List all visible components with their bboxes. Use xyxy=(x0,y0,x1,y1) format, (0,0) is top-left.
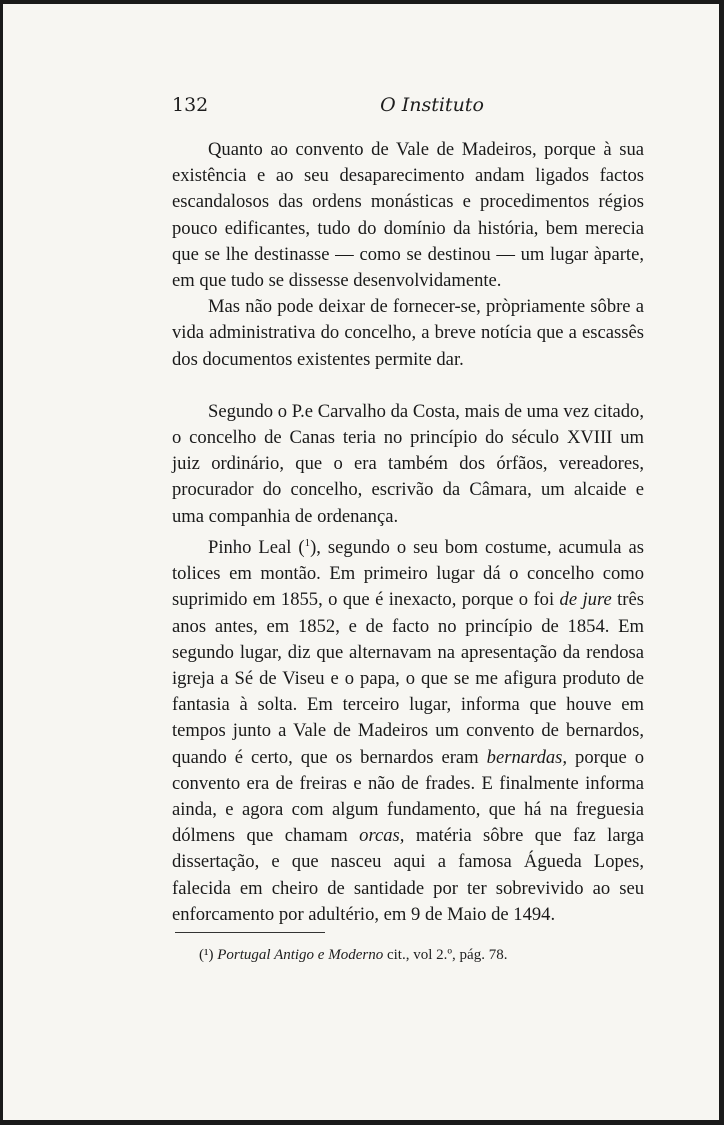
book-page xyxy=(3,4,719,1120)
text-run: três anos antes, em 1852, e de facto no princípio de 1854. Em segundo lugar, diz que alternavam na apresentação da rendosa igreja a Sé de Viseu e o papa, o que se me afigura produto de fantasia à solta. Em terceiro lugar, informa que houve em tempos junto a Vale de Madeiros um convento de bernardos, quando é certo, que os bernardos eram xyxy=(172,589,644,768)
footnote xyxy=(199,947,649,964)
section-gap xyxy=(172,373,644,399)
page-number: 132 xyxy=(172,94,209,116)
text-run: matéria sôbre que faz larga dissertação, e que nasceu aqui a famosa Águeda Lopes, falecida em cheiro de santidade por ter sobrevivido ao seu enforcamento por adultério, em 9 de Maio de 1494. xyxy=(172,825,645,925)
text-run: ), segundo o seu bom costume, acumula as tolices em montão. Em primeiro lugar dá o concelho como suprimido em 1855, o que é inexacto, porque o foi xyxy=(172,537,645,611)
italic-run: de jure xyxy=(559,589,612,611)
footnote-rest: cit., vol 2.º, pág. 78. xyxy=(383,947,508,963)
page-header xyxy=(172,94,652,118)
paragraph: Segundo o P.e Carvalho da Costa, mais de uma vez citado, o concelho de Canas teria no princípio do século XVIII um juiz ordinário, que o era também dos órfãos, vereadores, procurador do concelho, escrivão da Câmara, um alcaide e uma companhia de ordenança. xyxy=(172,400,644,527)
text-run: Pinho Leal ( xyxy=(208,537,305,559)
paragraph xyxy=(172,530,644,928)
footnote-ref: 1 xyxy=(304,536,311,549)
footnote-rule xyxy=(175,932,325,933)
italic-run: bernardas, xyxy=(486,746,568,768)
running-title: O Instituto xyxy=(380,94,484,116)
footnote-title: Portugal Antigo e Moderno xyxy=(217,947,384,963)
footnote-mark: (¹) xyxy=(199,947,214,963)
paragraph: Mas não pode deixar de fornecer-se, pròpriamente sôbre a vida administrativa do concelho, a breve notícia que a escassês dos documentos existentes permite dar. xyxy=(172,296,644,370)
body-text xyxy=(172,137,644,928)
text-run: porque o convento era de freiras e não de frades. E finalmente informa ainda, e agora com algum fundamento, que há na freguesia dólmens que chamam xyxy=(172,746,644,847)
italic-run: orcas, xyxy=(359,825,405,847)
paragraph: Quanto ao convento de Vale de Madeiros, porque à sua existência e ao seu desaparecimento andam ligados factos escandalosos das ordens monásticas e procedimentos régios pouco edificantes, tudo do domínio da história, bem merecia que se lhe destinasse — como se destinou — um lugar àparte, em que tudo se dissesse desenvolvidamente. xyxy=(172,139,644,292)
